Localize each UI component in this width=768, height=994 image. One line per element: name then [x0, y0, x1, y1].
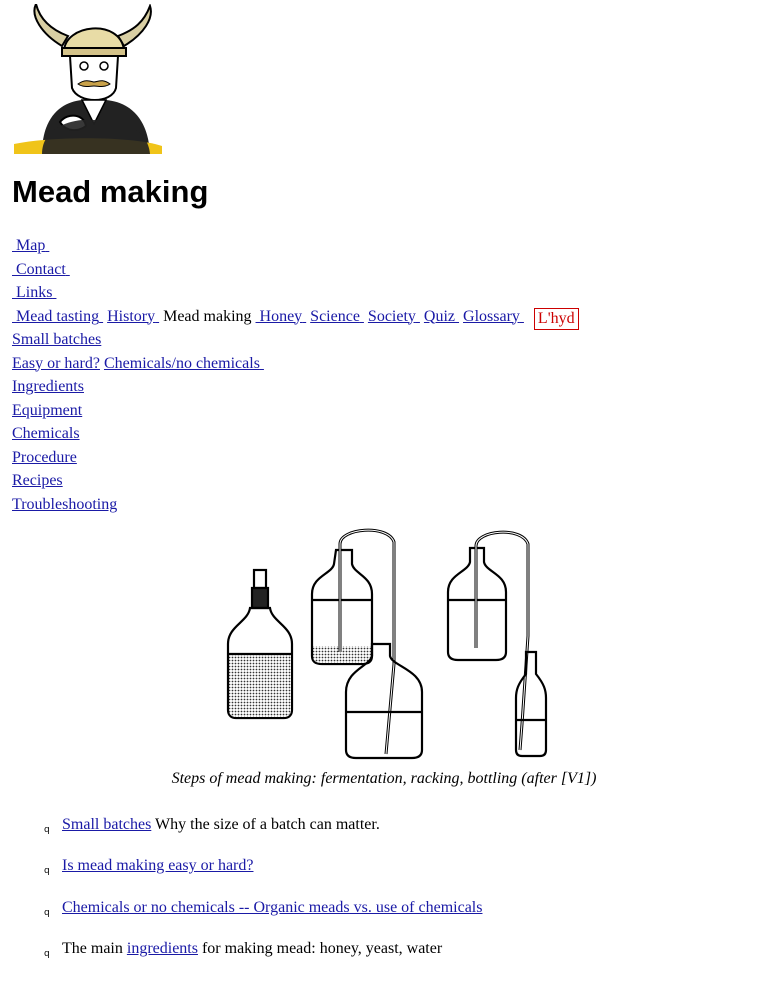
list-item	[40, 938, 740, 979]
nav-links-link[interactable]: Links	[16, 284, 53, 301]
page-title: Mead making	[12, 174, 209, 209]
nav-chemicals-no-chemicals-link[interactable]: Chemicals/no chemicals	[103, 354, 260, 372]
nav-troubleshooting-link[interactable]: Troubleshooting	[12, 495, 118, 513]
bullet-icon: q	[44, 866, 50, 877]
topic-description: Why the size of a batch can matter.	[151, 816, 380, 833]
nav-honey-link[interactable]: Honey	[259, 307, 303, 325]
bullet-icon: q	[44, 948, 50, 959]
topic-easy-or-hard-link[interactable]: Is mead making easy or hard?	[62, 857, 254, 875]
nav-procedure-link[interactable]: Procedure	[12, 448, 77, 466]
nav-science-link[interactable]: Science	[310, 307, 360, 325]
bullet-icon: q	[44, 825, 50, 835]
nav-chemicals-link[interactable]: Chemicals	[12, 425, 80, 442]
nav-small-batches-link[interactable]: Small batches	[12, 331, 102, 348]
nav-contact-link[interactable]: Contact	[16, 260, 66, 278]
nav-lhyd-link[interactable]: L'hyd	[534, 308, 579, 330]
topic-ingredients-link[interactable]: ingredients	[126, 939, 198, 957]
nav-easy-or-hard-link[interactable]: Easy or hard?	[12, 354, 100, 372]
navigation	[12, 234, 579, 516]
nav-glossary-link[interactable]: Glossary	[463, 307, 520, 325]
bullet-icon: q	[44, 907, 50, 918]
list-item	[40, 814, 740, 855]
nav-recipes-link[interactable]: Recipes	[12, 472, 63, 489]
topics-list	[40, 814, 740, 979]
viking-logo-icon	[12, 4, 164, 154]
topic-description: for making mead: honey, yeast, water	[197, 939, 443, 957]
nav-equipment-link[interactable]: Equipment	[12, 401, 83, 419]
topic-chemicals-link[interactable]: Chemicals or no chemicals -- Organic meads vs. use of chemicals	[62, 898, 483, 916]
list-item	[40, 897, 740, 938]
nav-history-link[interactable]: History	[107, 307, 156, 325]
nav-mead-making-current: Mead making	[163, 307, 252, 325]
section-nav	[12, 305, 579, 329]
figure-caption: Steps of mead making: fermentation, racking, bottling (after [V1])	[171, 770, 597, 787]
nav-quiz-link[interactable]: Quiz	[423, 307, 456, 325]
nav-society-link[interactable]: Society	[367, 307, 416, 325]
list-item	[40, 855, 740, 896]
nav-mead-tasting-link[interactable]: Mead tasting	[16, 307, 100, 325]
mead-making-steps-illustration	[222, 524, 548, 764]
nav-map-link[interactable]: Map	[16, 237, 46, 254]
topic-prefix: The main	[62, 939, 127, 957]
nav-ingredients-link[interactable]: Ingredients	[12, 378, 84, 395]
topic-small-batches-link[interactable]: Small batches	[62, 816, 152, 833]
